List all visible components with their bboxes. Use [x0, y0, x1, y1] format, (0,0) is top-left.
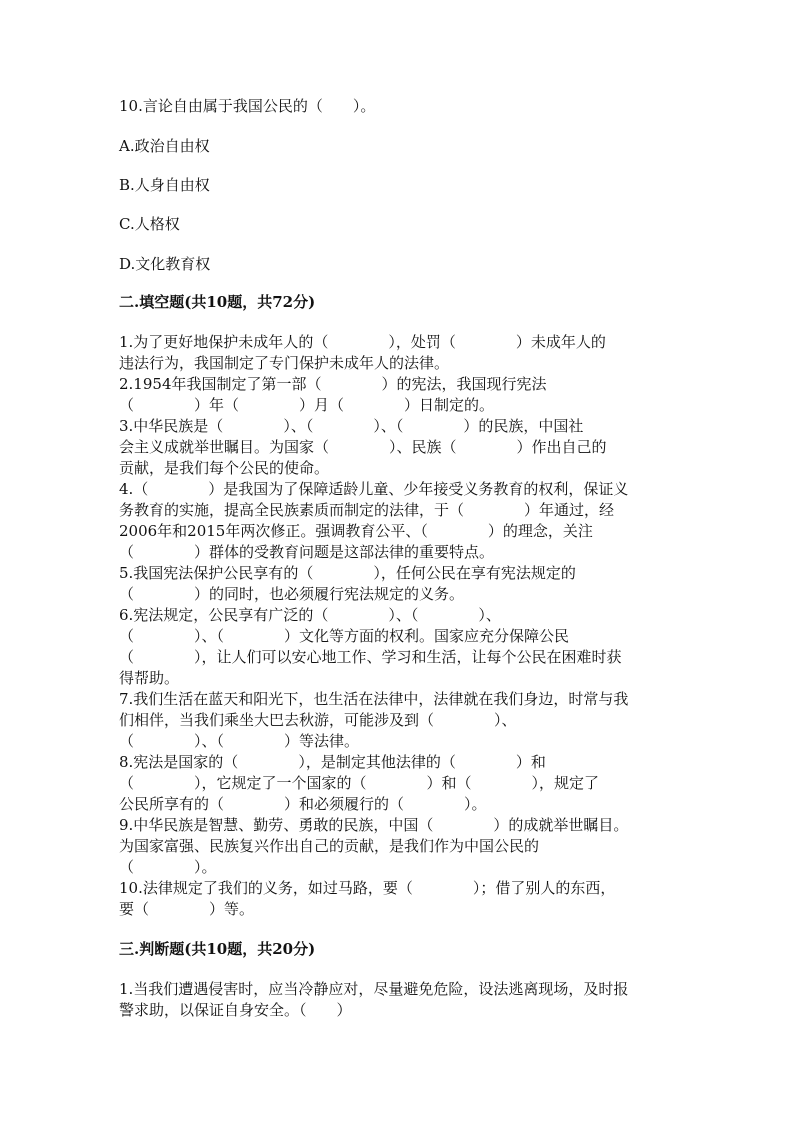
judge-line: 1.当我们遭遇侵害时，应当冷静应对，尽量避免危险，设法逃离现场，及时报 [119, 980, 629, 998]
fill-line: 1.为了更好地保护未成年人的（ ），处罚（ ）未成年人的 [119, 333, 606, 351]
section-2-heading: 二.填空题(共10题，共72分) [119, 293, 316, 311]
section-3-heading: 三.判断题(共10题，共20分) [119, 940, 316, 958]
fill-line: 8.宪法是国家的（ ），是制定其他法律的（ ）和 [119, 753, 546, 771]
fill-line: 5.我国宪法保护公民享有的（ ），任何公民在享有宪法规定的 [119, 564, 576, 582]
fill-line: 6.宪法规定，公民享有广泛的（ ）、（ ）、 [119, 606, 501, 624]
fill-line: 公民所享有的（ ）和必须履行的（ ）。 [119, 795, 487, 813]
fill-line: 为国家富强、民族复兴作出自己的贡献，是我们作为中国公民的 [119, 837, 540, 855]
option-b: B.人身自由权 [119, 176, 210, 194]
option-c: C.人格权 [119, 215, 180, 233]
fill-line: 违法行为，我国制定了专门保护未成年人的法律。 [119, 354, 450, 372]
fill-line: 得帮助。 [119, 669, 180, 687]
fill-line: 7.我们生活在蓝天和阳光下，也生活在法律中，法律就在我们身边，时常与我 [119, 690, 629, 708]
fill-line: （ ）。 [119, 858, 217, 876]
fill-line: 9.中华民族是智慧、勤劳、勇敢的民族，中国（ ）的成就举世瞩目。 [119, 816, 629, 834]
fill-line: 们相伴，当我们乘坐大巴去秋游，可能涉及到（ ）、 [119, 711, 517, 729]
fill-line: 会主义成就举世瞩目。为国家（ ）、民族（ ）作出自己的 [119, 438, 607, 456]
question-10-stem: 10.言论自由属于我国公民的（ ）。 [119, 97, 376, 115]
fill-line: （ ）、（ ）文化等方面的权利。国家应充分保障公民 [119, 627, 570, 645]
fill-line: （ ）群体的受教育问题是这部法律的重要特点。 [119, 543, 495, 561]
fill-line: 贡献，是我们每个公民的使命。 [119, 459, 330, 477]
fill-line: （ ）、（ ）等法律。 [119, 732, 360, 750]
fill-line: 务教育的实施，提高全民族素质而制定的法律，于（ ）年通过，经 [119, 501, 615, 519]
fill-line: （ ）年（ ）月（ ）日制定的。 [119, 396, 495, 414]
fill-line: （ ）的同时，也必须履行宪法规定的义务。 [119, 585, 465, 603]
fill-line: 4.（ ）是我国为了保障适龄儿童、少年接受义务教育的权利，保证义 [119, 480, 629, 498]
fill-line: 10.法律规定了我们的义务，如过马路，要（ ）；借了别人的东西， [119, 879, 616, 897]
fill-line: 要（ ）等。 [119, 900, 255, 918]
option-d: D.文化教育权 [119, 255, 211, 273]
fill-line: （ ），它规定了一个国家的（ ）和（ ），规定了 [119, 774, 600, 792]
fill-line: 2006年和2015年两次修正。强调教育公平、（ ）的理念，关注 [119, 522, 593, 540]
judge-line: 警求助，以保证自身安全。（ ） [119, 1001, 352, 1019]
fill-line: 3.中华民族是（ ）、（ ）、（ ）的民族，中国社 [119, 417, 584, 435]
fill-line: （ ），让人们可以安心地工作、学习和生活，让每个公民在困难时获 [119, 648, 622, 666]
fill-line: 2.1954年我国制定了第一部（ ）的宪法，我国现行宪法 [119, 375, 547, 393]
option-a: A.政治自由权 [119, 137, 210, 155]
